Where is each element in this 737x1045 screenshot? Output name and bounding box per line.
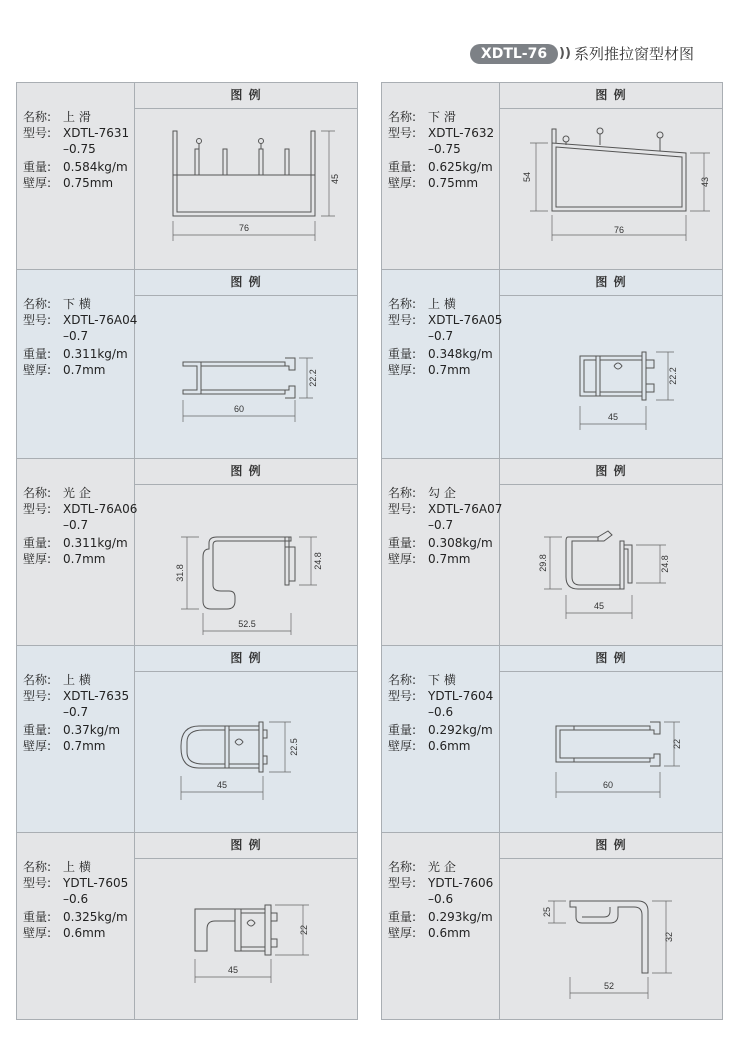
profile-name: 下 滑 xyxy=(428,110,456,124)
profile-thickness-row xyxy=(23,362,105,378)
profile-figure xyxy=(500,646,722,832)
name-label: 名称: xyxy=(23,297,52,311)
dimension-label: 45 xyxy=(593,601,605,611)
profile-thickness-row xyxy=(388,738,470,754)
profile-figure xyxy=(135,83,357,269)
profile-model: YDTL-7604 xyxy=(428,689,494,703)
model-label: 型号: xyxy=(23,876,52,890)
profile-figure xyxy=(500,459,722,645)
profile-model-cont: –0.7 xyxy=(63,705,89,719)
dimension-label: 52.5 xyxy=(238,619,256,629)
weight-label: 重量: xyxy=(388,536,417,550)
profile-figure xyxy=(500,270,722,458)
dimension-label: 29.8 xyxy=(538,554,548,572)
profile-info xyxy=(382,83,500,269)
profile-name-row xyxy=(23,296,91,312)
profile-name: 下 横 xyxy=(428,673,456,687)
profile-drawing xyxy=(135,672,357,832)
figure-header: 图 例 xyxy=(500,459,722,485)
profile-model: YDTL-7606 xyxy=(428,876,494,890)
weight-label: 重量: xyxy=(388,160,417,174)
weight-label: 重量: xyxy=(388,347,417,361)
profile-weight-row xyxy=(388,909,493,925)
profile-model-cont: –0.75 xyxy=(428,142,461,156)
profile-weight-row xyxy=(23,535,128,551)
profile-model-cont: –0.6 xyxy=(63,892,89,906)
model-label: 型号: xyxy=(388,502,417,516)
name-label: 名称: xyxy=(388,486,417,500)
profile-model-cont: –0.75 xyxy=(63,142,96,156)
profile-drawing xyxy=(135,296,357,456)
profile-weight: 0.325kg/m xyxy=(63,910,128,924)
name-label: 名称: xyxy=(388,673,417,687)
profile-name: 勾 企 xyxy=(428,486,456,500)
model-label: 型号: xyxy=(388,126,417,140)
weight-label: 重量: xyxy=(23,910,52,924)
dimension-label: 31.8 xyxy=(175,564,185,582)
profile-model-cont: –0.6 xyxy=(428,892,454,906)
profile-info xyxy=(382,270,503,458)
profile-drawing xyxy=(500,485,722,645)
profile-model: XDTL-76A07 xyxy=(428,502,503,516)
weight-label: 重量: xyxy=(388,910,417,924)
dimension-label: 45 xyxy=(227,965,239,975)
profile-figure xyxy=(135,459,357,645)
name-label: 名称: xyxy=(388,110,417,124)
profile-weight: 0.348kg/m xyxy=(428,347,493,361)
figure-header: 图 例 xyxy=(500,646,722,672)
figure-header: 图 例 xyxy=(500,270,722,296)
thickness-label: 壁厚: xyxy=(23,363,52,377)
thickness-label: 壁厚: xyxy=(23,926,52,940)
profile-name-row xyxy=(388,859,456,875)
figure-header: 图 例 xyxy=(500,83,722,109)
profile-model-row xyxy=(388,688,493,704)
profile-thickness-row xyxy=(23,925,105,941)
profile-weight-row xyxy=(388,346,493,362)
name-label: 名称: xyxy=(388,297,417,311)
profile-name: 上 滑 xyxy=(63,110,91,124)
thickness-label: 壁厚: xyxy=(23,176,52,190)
profile-card xyxy=(381,645,723,833)
weight-label: 重量: xyxy=(388,723,417,737)
profile-name: 光 企 xyxy=(428,860,456,874)
profile-model-cont: –0.7 xyxy=(63,329,89,343)
profile-drawing xyxy=(500,109,722,269)
profile-name-row xyxy=(388,672,456,688)
thickness-label: 壁厚: xyxy=(388,739,417,753)
profile-thickness: 0.7mm xyxy=(63,552,106,566)
profile-thickness: 0.6mm xyxy=(428,926,471,940)
profile-model: XDTL-76A04 xyxy=(63,313,138,327)
profile-thickness-row xyxy=(388,362,470,378)
weight-label: 重量: xyxy=(23,160,52,174)
profile-model-cont: –0.7 xyxy=(428,329,454,343)
dimension-label: 45 xyxy=(607,412,619,422)
name-label: 名称: xyxy=(23,673,52,687)
thickness-label: 壁厚: xyxy=(388,176,417,190)
profile-weight: 0.293kg/m xyxy=(428,910,493,924)
dimension-label: 22 xyxy=(672,738,682,750)
series-badge: XDTL-76 xyxy=(470,44,558,64)
profile-weight: 0.311kg/m xyxy=(63,347,128,361)
profile-card xyxy=(381,82,723,270)
profile-weight-row xyxy=(23,722,120,738)
profile-model-row xyxy=(388,312,502,328)
profile-thickness: 0.7mm xyxy=(428,363,471,377)
dimension-label: 22.5 xyxy=(289,738,299,756)
profile-weight-row xyxy=(23,909,128,925)
profile-card xyxy=(381,458,723,646)
profile-thickness: 0.75mm xyxy=(63,176,114,190)
profile-card xyxy=(16,82,358,270)
profile-thickness: 0.6mm xyxy=(428,739,471,753)
profile-info xyxy=(17,646,135,832)
profile-card xyxy=(16,269,358,459)
dimension-label: 52 xyxy=(603,981,615,991)
profile-model-cont: –0.7 xyxy=(428,518,454,532)
profile-model-row xyxy=(23,688,129,704)
profile-thickness-row xyxy=(388,551,470,567)
profile-info xyxy=(382,459,503,645)
dimension-label: 76 xyxy=(613,225,625,235)
profile-thickness: 0.7mm xyxy=(428,552,471,566)
profile-thickness: 0.6mm xyxy=(63,926,106,940)
profile-weight: 0.584kg/m xyxy=(63,160,128,174)
profile-name-row xyxy=(23,109,91,125)
name-label: 名称: xyxy=(388,860,417,874)
profile-name: 上 横 xyxy=(63,673,91,687)
page-title: 系列推拉窗型材图 xyxy=(574,45,695,63)
profile-card xyxy=(16,645,358,833)
profile-model: YDTL-7605 xyxy=(63,876,129,890)
profile-card xyxy=(381,832,723,1020)
profile-model: XDTL-76A06 xyxy=(63,502,138,516)
profile-name-row xyxy=(23,672,91,688)
dimension-label: 76 xyxy=(238,223,250,233)
model-label: 型号: xyxy=(23,126,52,140)
dimension-label: 25 xyxy=(542,906,552,918)
profile-info xyxy=(17,459,138,645)
profile-weight: 0.625kg/m xyxy=(428,160,493,174)
profile-name: 光 企 xyxy=(63,486,91,500)
profile-thickness-row xyxy=(388,925,470,941)
model-label: 型号: xyxy=(23,313,52,327)
model-label: 型号: xyxy=(388,689,417,703)
profile-weight: 0.311kg/m xyxy=(63,536,128,550)
profile-card xyxy=(16,458,358,646)
dimension-label: 32 xyxy=(664,931,674,943)
dimension-label: 43 xyxy=(700,176,710,188)
profile-name: 下 横 xyxy=(63,297,91,311)
dimension-label: 45 xyxy=(216,780,228,790)
profile-info xyxy=(382,833,500,1019)
profile-name-row xyxy=(388,109,456,125)
profile-weight-row xyxy=(23,346,128,362)
profile-model-row xyxy=(388,501,502,517)
profile-weight: 0.37kg/m xyxy=(63,723,121,737)
profile-drawing xyxy=(135,485,357,645)
profile-figure xyxy=(135,833,357,1019)
series-arrow: )) xyxy=(559,46,571,61)
model-label: 型号: xyxy=(23,502,52,516)
name-label: 名称: xyxy=(23,860,52,874)
dimension-label: 45 xyxy=(330,173,340,185)
profile-figure xyxy=(500,83,722,269)
dimension-label: 22 xyxy=(299,924,309,936)
profile-drawing xyxy=(135,859,357,1019)
model-label: 型号: xyxy=(388,876,417,890)
profile-figure xyxy=(135,646,357,832)
profile-name-row xyxy=(388,296,456,312)
profile-thickness-row xyxy=(23,738,105,754)
weight-label: 重量: xyxy=(23,347,52,361)
profile-model: XDTL-76A05 xyxy=(428,313,503,327)
figure-header: 图 例 xyxy=(135,270,357,296)
profile-weight-row xyxy=(388,159,493,175)
profile-drawing xyxy=(500,859,722,1019)
profile-info xyxy=(17,270,138,458)
profile-figure xyxy=(500,833,722,1019)
page-header xyxy=(470,40,730,68)
profile-model: XDTL-7632 xyxy=(428,126,495,140)
profile-model-row xyxy=(23,501,137,517)
profile-name-row xyxy=(23,485,91,501)
profile-model-cont: –0.7 xyxy=(63,518,89,532)
profile-name-row xyxy=(23,859,91,875)
dimension-label: 22.2 xyxy=(308,369,318,387)
profile-model-row xyxy=(23,125,129,141)
profile-model: XDTL-7635 xyxy=(63,689,130,703)
profile-thickness-row xyxy=(388,175,478,191)
figure-header: 图 例 xyxy=(500,833,722,859)
profile-model: XDTL-7631 xyxy=(63,126,130,140)
profile-name: 上 横 xyxy=(428,297,456,311)
profile-weight-row xyxy=(388,535,493,551)
profile-model-row xyxy=(23,875,128,891)
profile-drawing xyxy=(135,109,357,269)
thickness-label: 壁厚: xyxy=(388,926,417,940)
profile-model-row xyxy=(23,312,137,328)
dimension-label: 22.2 xyxy=(668,367,678,385)
weight-label: 重量: xyxy=(23,723,52,737)
dimension-label: 54 xyxy=(522,171,532,183)
profile-weight-row xyxy=(23,159,128,175)
profile-name-row xyxy=(388,485,456,501)
dimension-label: 24.8 xyxy=(660,555,670,573)
figure-header: 图 例 xyxy=(135,83,357,109)
profile-model-cont: –0.6 xyxy=(428,705,454,719)
profile-info xyxy=(382,646,500,832)
thickness-label: 壁厚: xyxy=(23,552,52,566)
profile-weight: 0.308kg/m xyxy=(428,536,493,550)
profile-drawing xyxy=(500,296,722,456)
profile-thickness-row xyxy=(23,175,113,191)
thickness-label: 壁厚: xyxy=(388,552,417,566)
weight-label: 重量: xyxy=(23,536,52,550)
thickness-label: 壁厚: xyxy=(388,363,417,377)
model-label: 型号: xyxy=(23,689,52,703)
name-label: 名称: xyxy=(23,486,52,500)
profile-info xyxy=(17,833,135,1019)
profile-drawing xyxy=(500,672,722,832)
profile-card xyxy=(16,832,358,1020)
profile-model-row xyxy=(388,875,493,891)
profile-card xyxy=(381,269,723,459)
name-label: 名称: xyxy=(23,110,52,124)
profile-thickness: 0.7mm xyxy=(63,739,106,753)
profile-weight-row xyxy=(388,722,493,738)
profile-figure xyxy=(135,270,357,458)
thickness-label: 壁厚: xyxy=(23,739,52,753)
profile-weight: 0.292kg/m xyxy=(428,723,493,737)
profile-name: 上 横 xyxy=(63,860,91,874)
profile-thickness: 0.7mm xyxy=(63,363,106,377)
dimension-label: 60 xyxy=(233,404,245,414)
dimension-label: 24.8 xyxy=(313,552,323,570)
profile-thickness-row xyxy=(23,551,105,567)
dimension-label: 60 xyxy=(602,780,614,790)
profile-model-row xyxy=(388,125,494,141)
profile-info xyxy=(17,83,135,269)
profile-thickness: 0.75mm xyxy=(428,176,479,190)
figure-header: 图 例 xyxy=(135,459,357,485)
figure-header: 图 例 xyxy=(135,833,357,859)
figure-header: 图 例 xyxy=(135,646,357,672)
model-label: 型号: xyxy=(388,313,417,327)
